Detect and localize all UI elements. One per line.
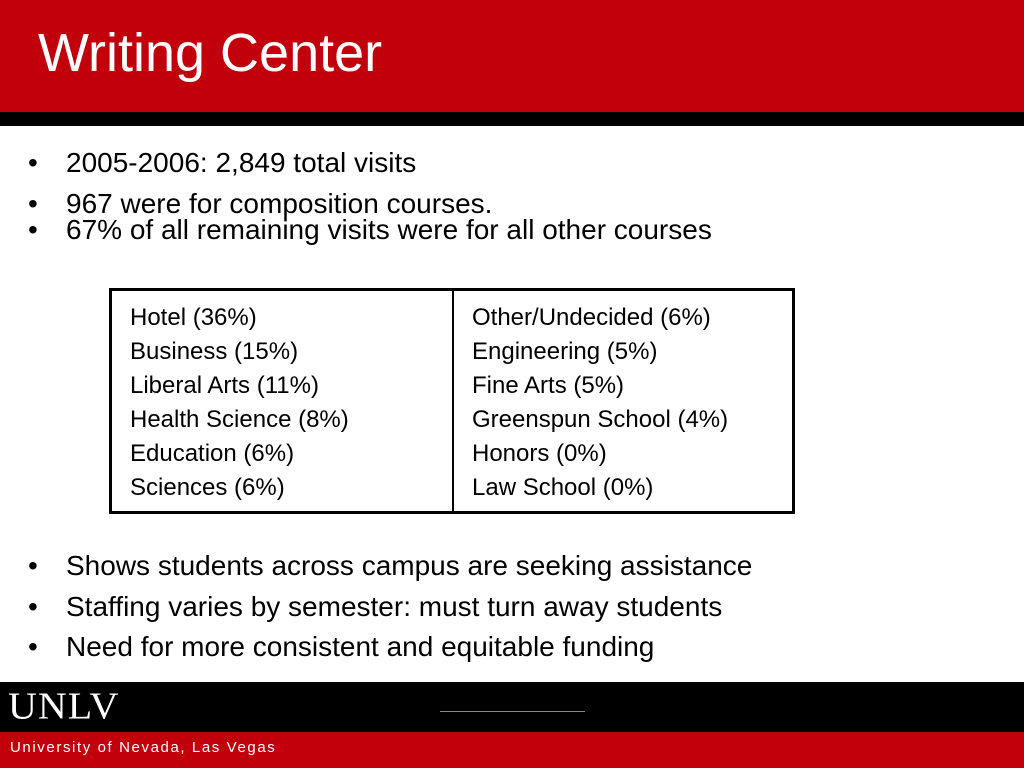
table-cell: Business (15%) — [130, 338, 299, 365]
bullet-item — [28, 549, 752, 583]
bullet-icon: • — [28, 631, 38, 663]
footer-caption: University of Nevada, Las Vegas — [10, 739, 277, 756]
table-cell: Hotel (36%) — [130, 304, 257, 331]
table-cell: Greenspun School (4%) — [472, 406, 729, 433]
title-divider — [0, 112, 1024, 126]
bullet-item — [28, 146, 712, 180]
bullet-icon: • — [28, 147, 38, 178]
top-bullet-list — [28, 146, 712, 247]
table-cell: Honors (0%) — [472, 440, 607, 467]
bullet-text: Need for more consistent and equitable funding — [66, 631, 655, 663]
bullet-icon: • — [28, 214, 38, 246]
bullet-item — [28, 213, 712, 247]
table-cell: Fine Arts (5%) — [472, 372, 625, 399]
bottom-bullet-list — [28, 549, 752, 671]
table-cell: Law School (0%) — [472, 474, 654, 501]
college-visits-table — [109, 288, 795, 514]
bullet-text: 67% of all remaining visits were for all other courses — [66, 214, 712, 246]
table-cell: Education (6%) — [130, 440, 295, 467]
bullet-icon: • — [28, 550, 38, 581]
table-cell: Liberal Arts (11%) — [130, 372, 319, 399]
bullet-item — [28, 630, 752, 664]
table-cell: Health Science (8%) — [130, 406, 349, 433]
footer-band — [0, 682, 1024, 732]
table-cell: Sciences (6%) — [130, 474, 285, 501]
unlv-logo: UNLV — [8, 684, 120, 727]
bullet-text: Staffing varies by semester: must turn away students — [66, 590, 723, 622]
bullet-icon: • — [28, 590, 38, 622]
footer-divider — [440, 711, 585, 712]
table-right-column — [454, 291, 792, 511]
slide-title: Writing Center — [38, 23, 383, 83]
bullet-text: Shows students across campus are seeking assistance — [66, 550, 753, 581]
bullet-icon: • — [28, 187, 38, 219]
table-cell: Engineering (5%) — [472, 338, 658, 365]
bullet-item — [28, 590, 752, 624]
table-left-column — [112, 291, 454, 511]
bullet-text: 967 were for composition courses. — [66, 187, 493, 219]
table-cell: Other/Undecided (6%) — [472, 304, 711, 331]
bullet-text: 2005-2006: 2,849 total visits — [66, 147, 417, 178]
